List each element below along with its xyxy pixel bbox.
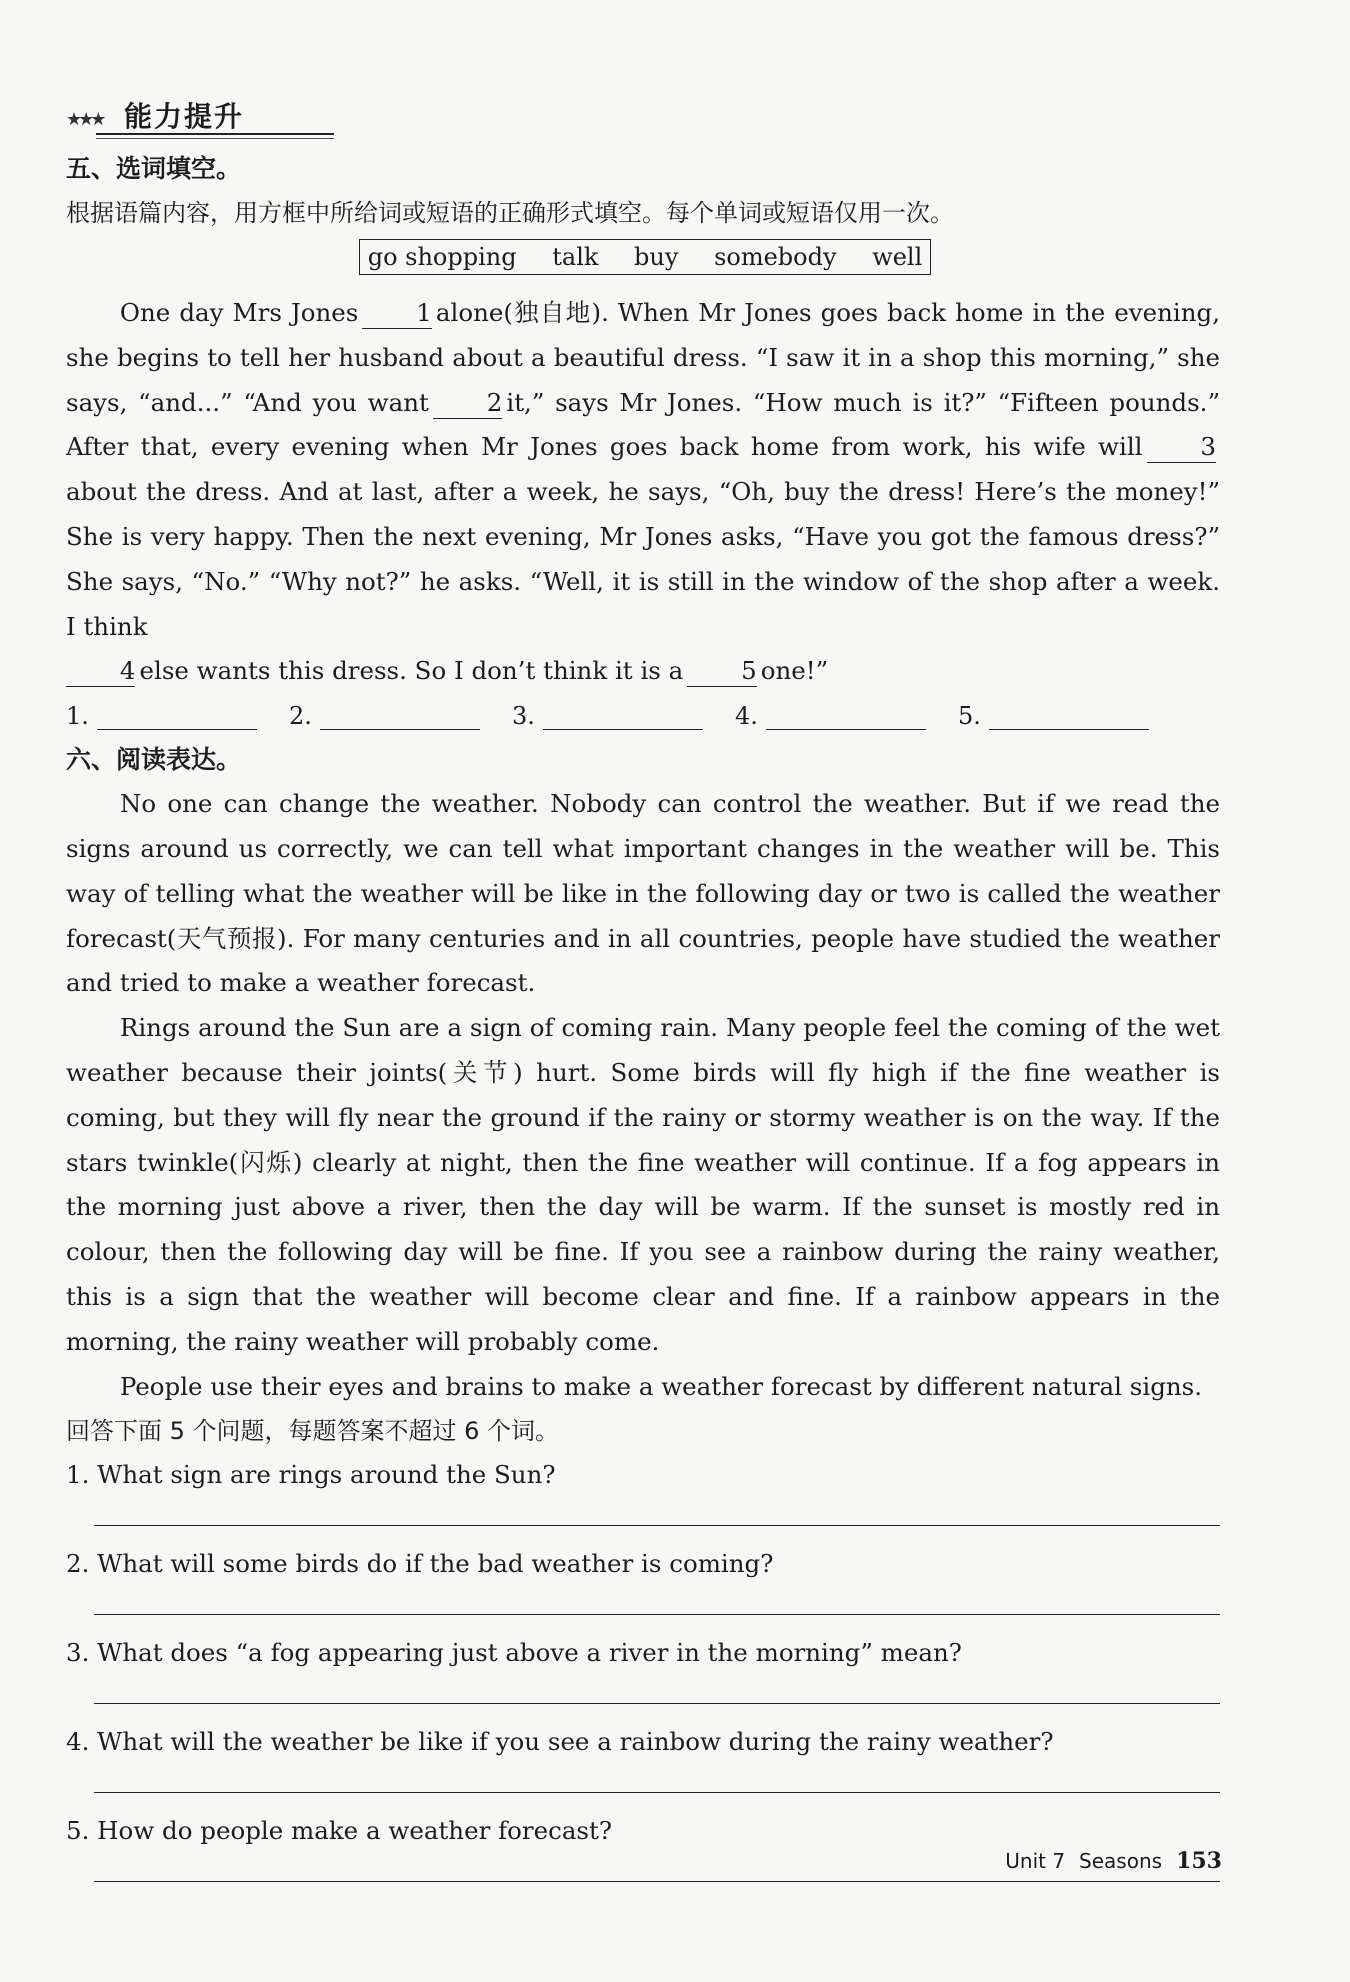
passage-text: it,” says Mr Jones. “How much is it?” “Fifteen pounds.” After that, every evening when Mr Jones goes back home from work, his wife will [66, 387, 1220, 462]
reading-paragraph: People use their eyes and brains to make a weather forecast by different natural signs. [119, 1371, 1203, 1401]
word-option: go shopping [367, 243, 517, 271]
passage-text: alone(独自地). When Mr Jones goes back home in the evening, she begins to tell her husband about a beautiful dress. “I saw it in a shop this morning,” she says, “and...” “And you want [66, 298, 1220, 417]
answer-slot [735, 694, 958, 738]
answer-lines [66, 694, 1220, 738]
answer-slot [289, 694, 512, 738]
answer-line[interactable] [94, 1764, 1220, 1793]
banner-rule [96, 138, 334, 139]
word-option: talk [552, 243, 599, 271]
reading-paragraph: No one can change the weather. Nobody can control the weather. But if we read the signs around us correctly, we can tell what important changes in the weather will be. This way of telling what the weather will be like in the following day or two is called the weather forecast(天气预报). For many centuries and in all countries, people have studied the weather and tried to make a weather forecast. [66, 789, 1220, 998]
blank-1[interactable]: 1 [362, 298, 431, 329]
answer-line-3[interactable] [543, 703, 703, 730]
word-box [359, 239, 932, 275]
blank-2[interactable]: 2 [433, 388, 502, 419]
footer-title: Seasons [1079, 1849, 1163, 1873]
part5-instruction: 根据语篇内容，用方框中所给词或短语的正确形式填空。每个单词或短语仅用一次。 [66, 199, 954, 227]
answer-line-4[interactable] [766, 703, 926, 730]
answer-line-1[interactable] [97, 703, 257, 730]
question: 5. How do people make a weather forecast? [66, 1816, 612, 1846]
cloze-passage [66, 291, 1220, 694]
passage-text: One day Mrs Jones [119, 298, 359, 327]
answer-line-2[interactable] [320, 703, 480, 730]
question: 1. What sign are rings around the Sun? [66, 1460, 556, 1490]
answer-line[interactable] [94, 1586, 1220, 1615]
part6-instruction: 回答下面 5 个问题，每题答案不超过 6 个词。 [66, 1417, 560, 1446]
question-block [66, 1631, 1220, 1720]
passage-text: else wants this dress. So I don’t think it is a [139, 656, 684, 686]
answer-slot [66, 694, 289, 738]
reading-paragraph: Rings around the Sun are a sign of coming rain. Many people feel the coming of the wet weather because their joints(关节) hurt. Some birds will fly high if the fine weather is coming, but they will fly near the ground if the rainy or stormy weather is on the way. If the stars twinkle(闪烁) clearly at night, then the fine weather will continue. If a fog appears in the morning just above a river, then the day will be warm. If the sunset is mostly red in colour, then the following day will be fine. If you see a rainbow during the rainy weather, this is a sign that the weather will become clear and fine. If a rainbow appears in the morning, the rainy weather will probably come. [66, 1013, 1220, 1356]
word-box-wrap [66, 235, 1220, 291]
passage-text: about the dress. And at last, after a week, he says, “Oh, buy the dress! Here’s the money!” She is very happy. Then the next evening, Mr Jones asks, “Have you got the famous dress?” She says, “No.” “Why not?” he asks. “Well, it is still in the window of the shop after a week. I think [66, 477, 1220, 641]
answer-label: 4. [735, 702, 758, 731]
answer-label: 2. [289, 702, 312, 731]
answer-slot [512, 694, 735, 738]
answer-label: 3. [512, 702, 535, 731]
word-option: well [872, 243, 923, 271]
answer-line-5[interactable] [989, 703, 1149, 730]
banner-rule [96, 133, 334, 135]
question: 4. What will the weather be like if you see a rainbow during the rainy weather? [66, 1727, 1054, 1757]
word-option: somebody [714, 243, 837, 271]
answer-slot [958, 694, 1181, 738]
word-option: buy [634, 243, 679, 271]
stars-icon: ★★★ [66, 109, 103, 130]
answer-line[interactable] [94, 1497, 1220, 1526]
question-block [66, 1542, 1220, 1631]
question-block [66, 1453, 1220, 1542]
page-number: 153 [1176, 1848, 1222, 1874]
page-footer [1005, 1848, 1222, 1874]
answer-label: 1. [66, 702, 89, 731]
part5-heading: 五、选词填空。 [66, 154, 242, 183]
blank-5[interactable]: 5 [687, 656, 756, 687]
section-title: 能力提升 [124, 100, 245, 133]
question-block [66, 1720, 1220, 1809]
answer-line[interactable] [94, 1675, 1220, 1704]
part6-heading: 六、阅读表达。 [66, 745, 242, 775]
question: 2. What will some birds do if the bad weather is coming? [66, 1549, 774, 1579]
section-banner [66, 95, 1220, 139]
footer-unit: Unit 7 [1005, 1849, 1066, 1873]
blank-4[interactable]: 4 [66, 656, 135, 687]
question: 3. What does “a fog appearing just above a river in the morning” mean? [66, 1638, 962, 1668]
passage-text: one!” [760, 656, 829, 686]
worksheet-page [66, 95, 1220, 1898]
blank-3[interactable]: 3 [1147, 432, 1216, 463]
answer-label: 5. [958, 702, 981, 731]
